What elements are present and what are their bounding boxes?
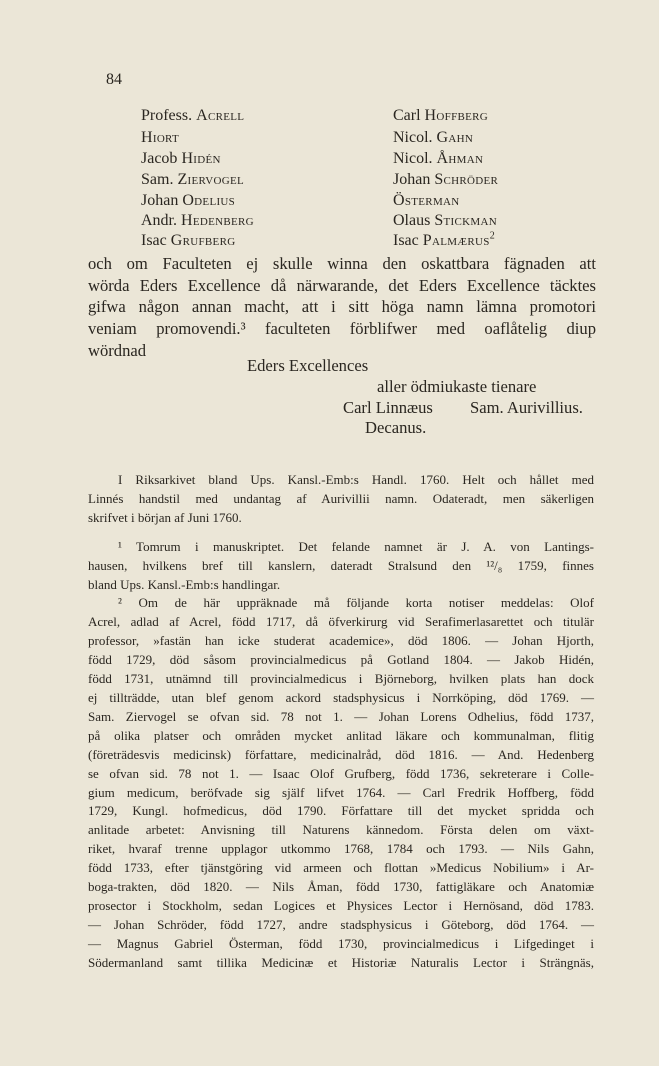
footnote-1	[88, 538, 594, 595]
footnote-line: I Riksarkivet bland Ups. Kansl.-Emb:s Handl. 1760. Helt och hållet med	[118, 472, 594, 487]
footnote-line: anlitade arbetet: Anvisning till Naturens kännedom. Första delen om växt-	[88, 822, 594, 838]
body-line: wördnad	[88, 340, 147, 360]
footnote-line: bland Ups. Kansl.-Emb:s handlingar.	[88, 576, 281, 592]
footnote-line: Södermanland samt tillika Medicinæ et Historiæ Naturalis Lector i Strängnäs,	[88, 954, 594, 970]
footnote-line: boga-trakten, död 1820. — Nils Åman, född 1730, fattigläkare och Anatomiæ	[88, 879, 594, 895]
footnote-ref: 2	[489, 230, 495, 242]
footnote-line: 1729, Kungl. hofmedicus, död 1790. Författare till det mycket spridda och	[88, 803, 594, 819]
footnote-line: skrifvet i början af Juni 1760.	[88, 509, 242, 525]
closing-salutation: Eders Excellences	[247, 356, 369, 375]
footnote-line: på olika platser och områden mycket anlitad läkare och kommunalman, flitig	[88, 727, 594, 743]
signatory-right: Österman	[393, 192, 460, 209]
source-note	[88, 471, 594, 528]
signatory-right: Olaus Stickman	[393, 212, 497, 229]
footnote-line: hausen, hvilkens bref till kanslern, dateradt Stralsund den ¹²/₈ 1759, finnes	[88, 557, 594, 573]
footnote-line: Linnés handstil med undantag af Aurivillii namn. Odateradt, men säkerligen	[88, 490, 594, 506]
footnote-line: se ofvan sid. 78 not 1. — Isaac Olof Grufberg, född 1736, sekreterare i Colle-	[88, 765, 594, 781]
footnote-line: riket, hvaraf trenne upplagor utkommo 1768, 1784 och 1793. — Nils Gahn,	[88, 841, 594, 857]
letter-body	[88, 253, 596, 362]
signatory-left: Johan Odelius	[141, 192, 236, 209]
signatory-left: Andr. Hedenberg	[141, 212, 254, 229]
footnotes	[88, 471, 594, 973]
page-number: 84	[106, 71, 122, 88]
footnote-line: ej tillträdde, utan blef genom ackord stadsphysicus i Norrköping, död 1769. —	[88, 689, 594, 705]
footnote-2	[88, 594, 594, 972]
signatory-right: Carl Hoffberg	[393, 107, 489, 124]
signer-aurivillius: Sam. Aurivillius.	[470, 398, 583, 417]
footnote-line: gium medicum, beröfvade sig själf lifvet 1764. — Carl Fredrik Hoffberg, född	[88, 784, 594, 800]
signatory-right: Johan Schröder	[393, 171, 499, 188]
footnote-line: Acrel, adlad af Acrel, född 1717, då öfverkirurg vid Serafimerlasarettet och titulär	[88, 614, 594, 630]
body-line: wörda Eders Excellence då närwarande, det Eders Excellence täcktes	[88, 275, 596, 295]
body-line: gifwa någon annan macht, att i sitt höga namn lämna promotori	[88, 297, 596, 317]
signatory-left: Hiort	[141, 129, 180, 146]
signatory-left: Sam. Ziervogel	[141, 171, 245, 188]
signatory-right: Isac Palmærus$^2$	[393, 230, 495, 249]
footnote-line: (företrädesvis medicinsk) författare, medicinalråd, död 1816. — And. Hedenberg	[88, 746, 594, 762]
signatory-left: Isac Grufberg	[141, 232, 236, 249]
footnote-line: ² Om de här uppräknade må följande korta notiser meddelas: Olof	[118, 595, 594, 611]
signatory-left: Profess. Acrell	[141, 107, 245, 124]
signatory-right: Nicol. Gahn	[393, 129, 474, 146]
footnote-line: professor, »fastän han icke studerat academice», död 1806. — Johan Hjorth,	[88, 633, 594, 649]
footnote-line: född 1731, utnämnd till provincialmedicus i Björneborg, hvilken plats han dock	[88, 671, 594, 687]
signer-linnaeus: Carl Linnæus	[343, 398, 433, 417]
footnote-line: född 1729, död såsom provincialmedicus på Gotland 1804. — Jakob Hidén,	[88, 652, 594, 668]
footnote-line: — Johan Schröder, född 1727, andre stadsphysicus i Göteborg, död 1764. —	[88, 916, 594, 932]
footnote-line: född 1733, efter tjänstgöring vid armeen och flottan »Medicus Nobilium» i Ar-	[88, 860, 594, 876]
footnote-line: — Magnus Gabriel Österman, född 1730, provincialmedicus i Lifgedinget i	[88, 935, 594, 951]
closing-humble: aller ödmiukaste tienare	[377, 377, 537, 396]
signatory-right: Nicol. Åhman	[393, 150, 484, 167]
footnote-line: Sam. Ziervogel se ofvan sid. 78 not 1. — Johan Lorens Odhelius, född 1737,	[88, 708, 594, 724]
body-line: veniam promovendi.³ faculteten förblifwer med oaflåtelig diup	[88, 319, 596, 339]
body-line: och om Faculteten ej skulle winna den oskattbara fägnaden att	[88, 254, 596, 273]
signatory-left: Jacob Hidén	[141, 150, 221, 167]
footnote-line: prosector i Stockholm, sedan Logices et Physices Lector i Hernösand, död 1783.	[88, 897, 594, 913]
footnote-line: ¹ Tomrum i manuskriptet. Det felande namnet är J. A. von Lantings-	[118, 538, 594, 554]
signer-title: Decanus.	[365, 418, 427, 437]
